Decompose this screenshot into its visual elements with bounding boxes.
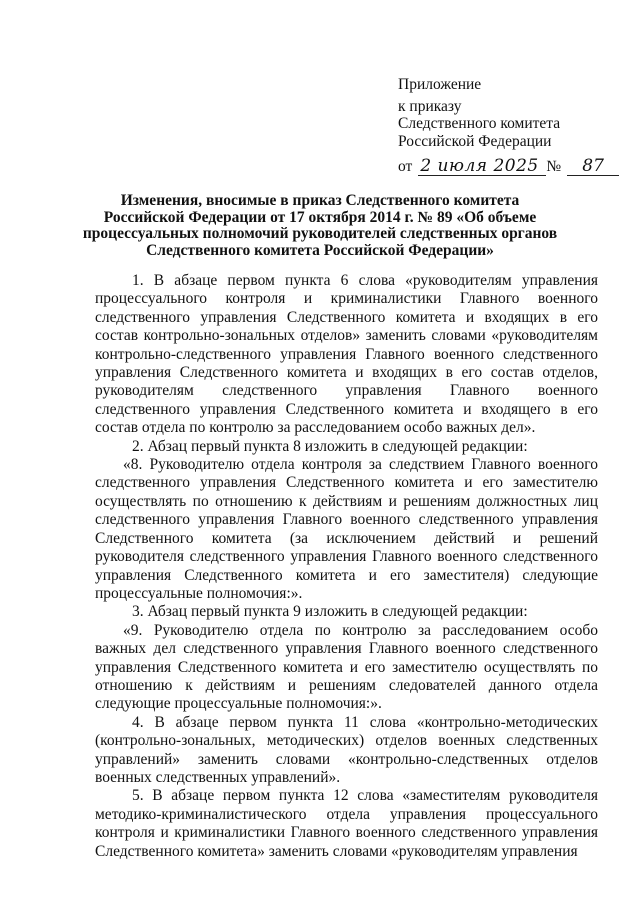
paragraph-7: 5. В абзаце первом пункта 12 слова «заместителям руководителя методико-криминалистического отдела управления процессуального контроля и криминалистики Главного военного следственного управления Следственного комитета» заменить словами «руководителям управления (95, 787, 598, 860)
paragraph-3-quote: «8. Руководителю отдела контроля за следствием Главного военного следственного управления Следственного комитета и его заместителю осуществлять по отношению к действиям и решениям должностных лиц следственного управления Главного военного следственного управления Следственного комитета (за исключением действий и решений руководителя следственного управления Главного военного следственного управления Следственного комитета и его заместителя) следующие процессуальные полномочия:». (95, 456, 598, 602)
paragraph-5-quote: «9. Руководителю отдела по контролю за расследованием особо важных дел следственного управления Главного военного следственного управления Следственного комитета и его заместителю осуществлять по отношению к действиям и решениям следователей данного отдела следующие процессуальные полномочия:». (95, 621, 598, 713)
paragraph-1: 1. В абзаце первом пункта 6 слова «руководителям управления процессуального контроля и криминалистики Главного военного следственного управления Следственного комитета и входящих в его состав контрольно-зональных отделов» заменить словами «руководителям контрольно-следственного управления Главного военного следственного управления Следственного комитета и входящих в его состав отделов, руководителям следственного управления Главного военного следственного управления Следственного комитета и входящего в его состав отдела по контролю за расследованием особо важных дел». (95, 272, 598, 437)
title-line: Следственного комитета Российской Федерации» (146, 241, 494, 259)
attachment-order-line: Российской Федерации (398, 132, 552, 150)
attachment-order-line: Следственного комитета (398, 115, 561, 132)
paragraph-4: 3. Абзац первый пункта 9 изложить в следующей редакции: (132, 603, 528, 621)
number-prefix: № (546, 158, 562, 175)
paragraph-6: 4. В абзаце первом пункта 11 слова «контрольно-методических (контрольно-зональных, методических) отделов военных следственных управлений» заменить словами «контрольно-следственных отделов военных следственных управлений». (95, 713, 598, 786)
attachment-order-line: к приказу (398, 97, 462, 115)
attachment-date-row (398, 158, 619, 176)
paragraph-2: 2. Абзац первый пункта 8 изложить в следующей редакции: (132, 437, 528, 455)
title-line: Изменения, вносимые в приказ Следственного комитета (120, 192, 520, 209)
document-title (60, 193, 580, 259)
date-prefix: от (398, 158, 413, 175)
handwritten-number: 87 (567, 158, 619, 176)
title-line: процессуальных полномочий руководителей следственных органов (82, 225, 558, 242)
title-line: Российской Федерации от 17 октября 2014 г. № 89 «Об объеме (103, 208, 537, 226)
attachment-label: Приложение (398, 76, 482, 93)
document-body (95, 272, 598, 861)
attachment-block (398, 76, 619, 176)
handwritten-date: 2 июля 2025 (418, 158, 546, 176)
